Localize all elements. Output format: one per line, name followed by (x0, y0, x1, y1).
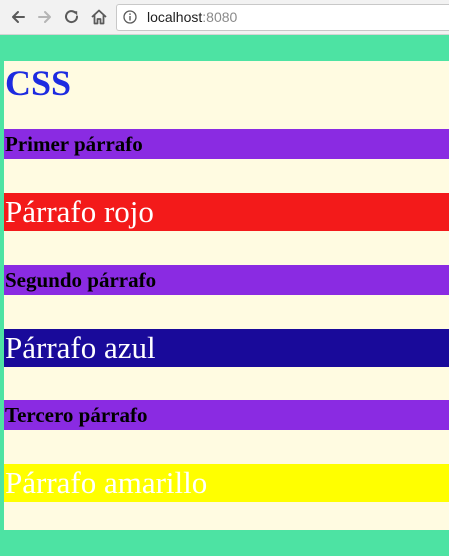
section-heading-3: Tercero párrafo (4, 400, 449, 430)
section-heading-2: Segundo párrafo (4, 265, 449, 295)
back-arrow-icon (9, 8, 27, 26)
section-heading-1: Primer párrafo (4, 129, 449, 159)
reload-icon (63, 8, 81, 26)
back-button[interactable] (6, 5, 30, 29)
browser-toolbar (0, 0, 449, 35)
page-content (4, 61, 449, 530)
url-port: :8080 (202, 9, 238, 25)
address-bar[interactable] (116, 4, 449, 31)
forward-arrow-icon (36, 8, 54, 26)
home-button[interactable] (87, 5, 111, 29)
forward-button[interactable] (33, 5, 57, 29)
paragraph-yellow: Párrafo amarillo (4, 464, 449, 502)
page-title: CSS (5, 63, 72, 103)
reload-button[interactable] (60, 5, 84, 29)
home-icon (90, 8, 108, 26)
paragraph-red: Párrafo rojo (4, 193, 449, 231)
url-text (147, 5, 237, 30)
paragraph-blue: Párrafo azul (4, 329, 449, 367)
url-host: localhost (147, 9, 203, 25)
info-icon[interactable] (123, 10, 137, 24)
